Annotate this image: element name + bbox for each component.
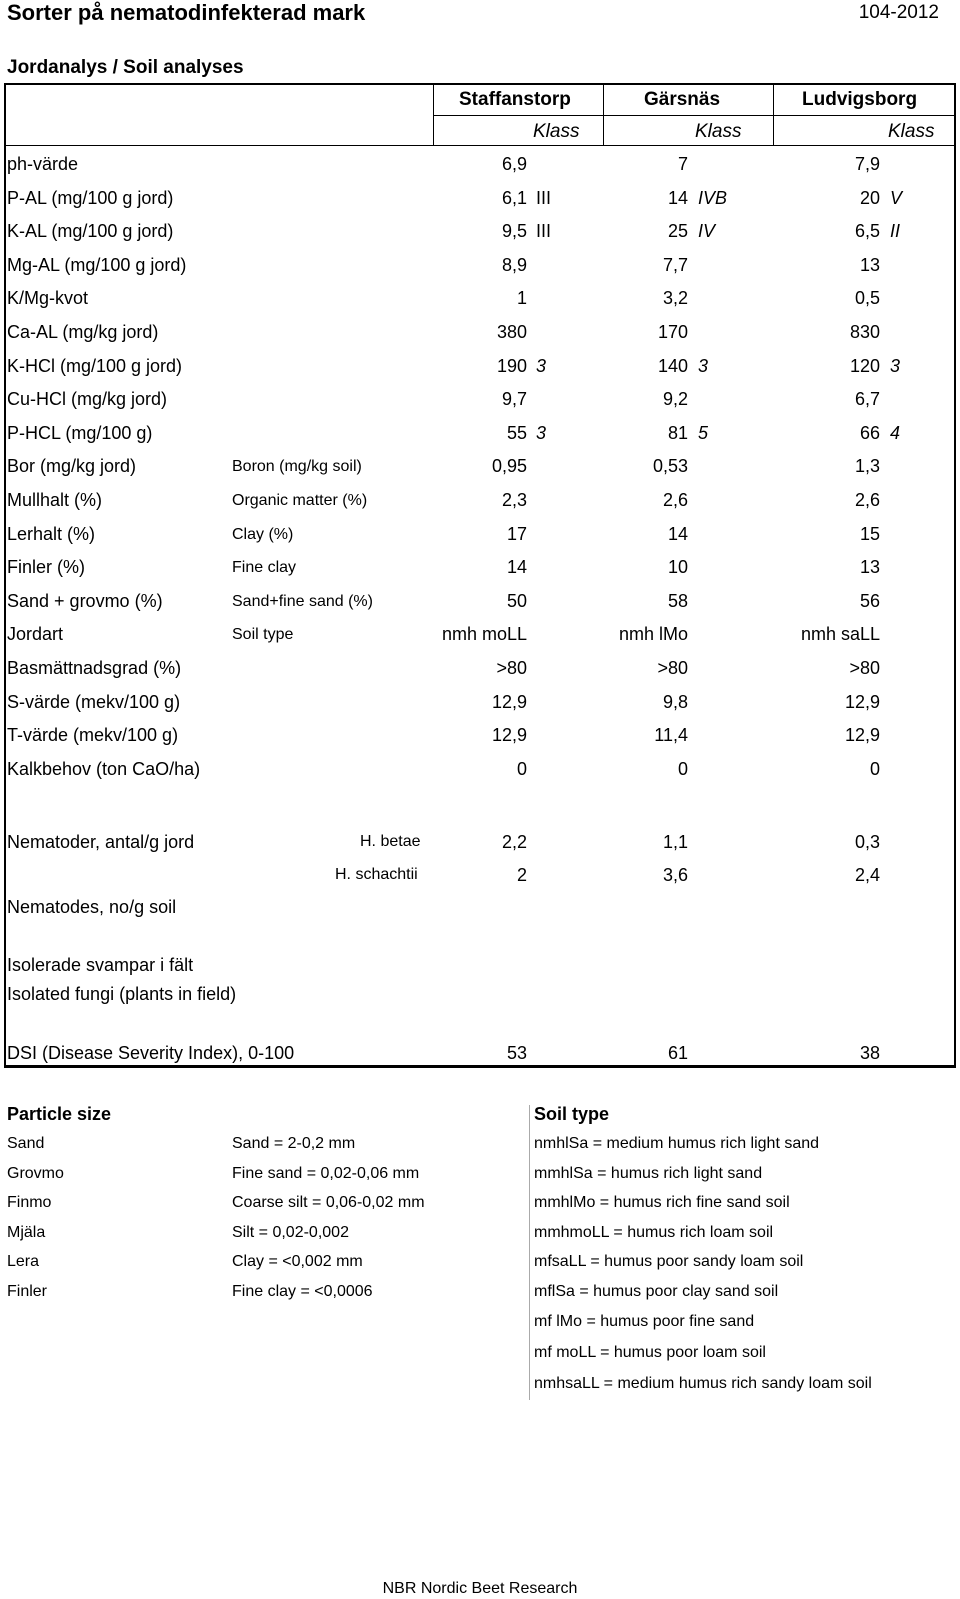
row-value: >80	[496, 658, 527, 678]
nematode-value: 3,6	[662, 865, 688, 885]
page-title: Sorter på nematodinfekterad mark	[7, 0, 366, 25]
row-value: 6,9	[501, 154, 527, 174]
dsi-value: 38	[859, 1043, 880, 1063]
row-value: 8,9	[501, 254, 527, 275]
row-value: 81	[667, 422, 688, 443]
row-label-en: Soil type	[232, 626, 294, 644]
site-header: Staffanstorp	[459, 89, 571, 110]
row-label: K-AL (mg/100 g jord)	[7, 221, 174, 242]
fungi-label-en: Isolated fungi (plants in field)	[7, 984, 237, 1004]
row-value: 7,9	[854, 154, 880, 174]
row-value: 12,9	[844, 725, 880, 746]
row-label-en: Fine clay	[232, 559, 297, 577]
table-bottom-line	[4, 1067, 956, 1068]
row-value: 830	[849, 322, 880, 342]
row-value: nmh lMo	[618, 624, 688, 645]
soil-type-entry: mmhlSa = humus rich light sand	[534, 1164, 763, 1182]
row-label: T-värde (mekv/100 g)	[7, 725, 179, 746]
particle-definition: Clay = <0,002 mm	[232, 1253, 363, 1270]
nematode-species: H. schachtii	[335, 866, 418, 883]
soil-type-entry: nmhlSa = medium humus rich light sand	[534, 1135, 820, 1152]
fungi-label-sv: Isolerade svampar i fält	[7, 955, 194, 975]
row-value: 14	[506, 557, 527, 578]
particle-name: Grovmo	[7, 1164, 64, 1182]
row-label-en: Organic matter (%)	[232, 492, 368, 509]
site-divider-2	[603, 83, 604, 145]
row-value: 15	[859, 523, 880, 544]
row-klass: V	[890, 187, 903, 208]
nematode-species: H. betae	[360, 833, 421, 850]
row-klass: 4	[890, 422, 901, 443]
legend-divider	[529, 1105, 530, 1400]
particle-name: Finler	[7, 1282, 48, 1300]
row-value: 1,3	[854, 456, 880, 477]
row-value: 10	[667, 557, 688, 578]
row-value: 25	[667, 221, 688, 242]
row-value: nmh moLL	[441, 624, 527, 645]
row-value: 50	[506, 590, 527, 611]
row-label: Bor (mg/kg jord)	[7, 456, 137, 477]
row-value: 3,2	[662, 288, 688, 309]
particle-name: Finmo	[7, 1194, 52, 1211]
row-value: 2,3	[501, 490, 527, 510]
soil-type-entry: mmhlMo = humus rich fine sand soil	[534, 1194, 790, 1211]
row-klass: IVB	[698, 187, 728, 208]
row-value: 7,7	[662, 254, 688, 275]
site-divider-1	[433, 83, 434, 145]
row-value: 6,7	[854, 389, 880, 410]
row-label-en: Sand+fine sand (%)	[232, 592, 373, 610]
row-label: K/Mg-kvot	[7, 288, 89, 309]
row-label: Lerhalt (%)	[7, 523, 96, 544]
soil-type-entry: mflSa = humus poor clay sand soil	[534, 1282, 779, 1300]
row-value: 55	[506, 422, 527, 443]
row-value: nmh saLL	[800, 624, 880, 645]
row-klass: 5	[698, 422, 709, 443]
row-klass: II	[890, 221, 901, 242]
nematode-value: 2,4	[854, 865, 880, 885]
row-value: 0	[516, 758, 527, 779]
row-value: >80	[849, 658, 880, 678]
dsi-label: DSI (Disease Severity Index), 0-100	[7, 1043, 295, 1063]
row-value: 6,1	[501, 187, 527, 208]
row-label: Ca-AL (mg/kg jord)	[7, 322, 159, 342]
site-header: Gärsnäs	[644, 89, 721, 110]
row-label: Kalkbehov (ton CaO/ha)	[7, 758, 201, 779]
row-value: 190	[496, 355, 527, 376]
row-value: 0	[677, 758, 688, 779]
row-klass: 3	[536, 355, 547, 376]
row-label: ph-värde	[7, 154, 79, 174]
row-value: 12,9	[491, 725, 527, 746]
soil-type-entry: mfsaLL = humus poor sandy loam soil	[534, 1253, 804, 1270]
row-value: 20	[859, 187, 880, 208]
klass-header: Klass	[888, 121, 935, 142]
particle-definition: Coarse silt = 0,06-0,02 mm	[232, 1194, 425, 1211]
soil-type-entry: nmhsaLL = medium humus rich sandy loam soil	[534, 1375, 872, 1392]
header-bottom-line	[4, 145, 956, 146]
row-label: Cu-HCl (mg/kg jord)	[7, 389, 168, 410]
section-title: Jordanalys / Soil analyses	[7, 57, 244, 78]
nematode-value: 2	[516, 865, 527, 885]
row-label: Mg-AL (mg/100 g jord)	[7, 254, 187, 275]
row-label-en: Boron (mg/kg soil)	[232, 458, 362, 476]
row-label: Finler (%)	[7, 557, 86, 578]
row-value: 13	[859, 557, 880, 578]
row-value: 13	[859, 254, 880, 275]
site-divider-3	[773, 83, 774, 145]
row-value: 2,6	[662, 490, 688, 510]
row-label: Mullhalt (%)	[7, 490, 103, 510]
row-klass: 3	[890, 355, 901, 376]
row-label: P-AL (mg/100 g jord)	[7, 187, 174, 208]
row-klass: IV	[698, 221, 716, 242]
row-value: 6,5	[854, 221, 880, 242]
nematode-label-en: Nematodes, no/g soil	[7, 897, 177, 917]
nematode-value: 2,2	[501, 832, 527, 852]
row-value: 1	[516, 288, 527, 309]
soil-type-entry: mf moLL = humus poor loam soil	[534, 1344, 766, 1361]
row-value: 66	[859, 422, 880, 443]
row-value: 120	[849, 355, 880, 376]
row-label: K-HCl (mg/100 g jord)	[7, 355, 183, 376]
dsi-value: 61	[667, 1043, 688, 1063]
klass-header: Klass	[533, 121, 580, 142]
row-value: 9,7	[501, 389, 527, 410]
row-value: 11,4	[654, 725, 688, 746]
row-value: 0,5	[854, 288, 880, 309]
row-label: Basmättnadsgrad (%)	[7, 658, 182, 678]
row-value: 12,9	[491, 691, 527, 712]
row-klass: 3	[536, 422, 547, 443]
site-header: Ludvigsborg	[802, 89, 918, 110]
row-value: 2,6	[854, 490, 880, 510]
nematode-value: 0,3	[854, 832, 880, 852]
row-value: 140	[657, 355, 688, 376]
nematode-label-sv: Nematoder, antal/g jord	[7, 832, 195, 852]
soil-type-title: Soil type	[534, 1104, 610, 1124]
particle-definition: Silt = 0,02-0,002	[232, 1223, 349, 1241]
row-klass: 3	[698, 355, 709, 376]
row-value: 0	[869, 758, 880, 779]
report-code: 104-2012	[858, 2, 939, 23]
particle-name: Sand	[7, 1135, 45, 1152]
particle-name: Mjäla	[7, 1223, 46, 1241]
particle-definition: Sand = 2-0,2 mm	[232, 1135, 356, 1152]
footer-credit: NBR Nordic Beet Research	[382, 1580, 578, 1597]
soil-type-entry: mmhmoLL = humus rich loam soil	[534, 1223, 774, 1241]
row-value: 9,5	[501, 221, 527, 242]
row-klass: III	[536, 187, 552, 208]
particle-size-title: Particle size	[7, 1104, 112, 1124]
row-value: 380	[496, 322, 527, 342]
particle-name: Lera	[7, 1253, 40, 1270]
row-label: Jordart	[7, 624, 64, 645]
nematode-value: 1,1	[662, 832, 688, 852]
row-value: 17	[506, 523, 527, 544]
klass-header: Klass	[695, 121, 742, 142]
dsi-value: 53	[506, 1043, 527, 1063]
row-value: 7	[677, 154, 688, 174]
header-divider	[433, 115, 956, 116]
row-value: 0,53	[652, 456, 688, 477]
row-value: 56	[859, 590, 880, 611]
row-klass: III	[536, 221, 552, 242]
row-label: S-värde (mekv/100 g)	[7, 691, 181, 712]
row-value: 0,95	[491, 456, 527, 477]
row-label: P-HCL (mg/100 g)	[7, 422, 153, 443]
particle-definition: Fine sand = 0,02-0,06 mm	[232, 1164, 420, 1182]
row-label-en: Clay (%)	[232, 525, 294, 543]
row-value: 12,9	[844, 691, 880, 712]
row-label: Sand + grovmo (%)	[7, 590, 163, 611]
row-value: 58	[667, 590, 688, 611]
soil-type-entry: mf lMo = humus poor fine sand	[534, 1313, 755, 1330]
particle-definition: Fine clay = <0,0006	[232, 1282, 373, 1300]
row-value: 9,2	[662, 389, 688, 410]
row-value: 14	[667, 187, 688, 208]
row-value: 170	[657, 322, 688, 342]
row-value: 9,8	[662, 691, 688, 712]
row-value: >80	[657, 658, 688, 678]
row-value: 14	[667, 523, 688, 544]
